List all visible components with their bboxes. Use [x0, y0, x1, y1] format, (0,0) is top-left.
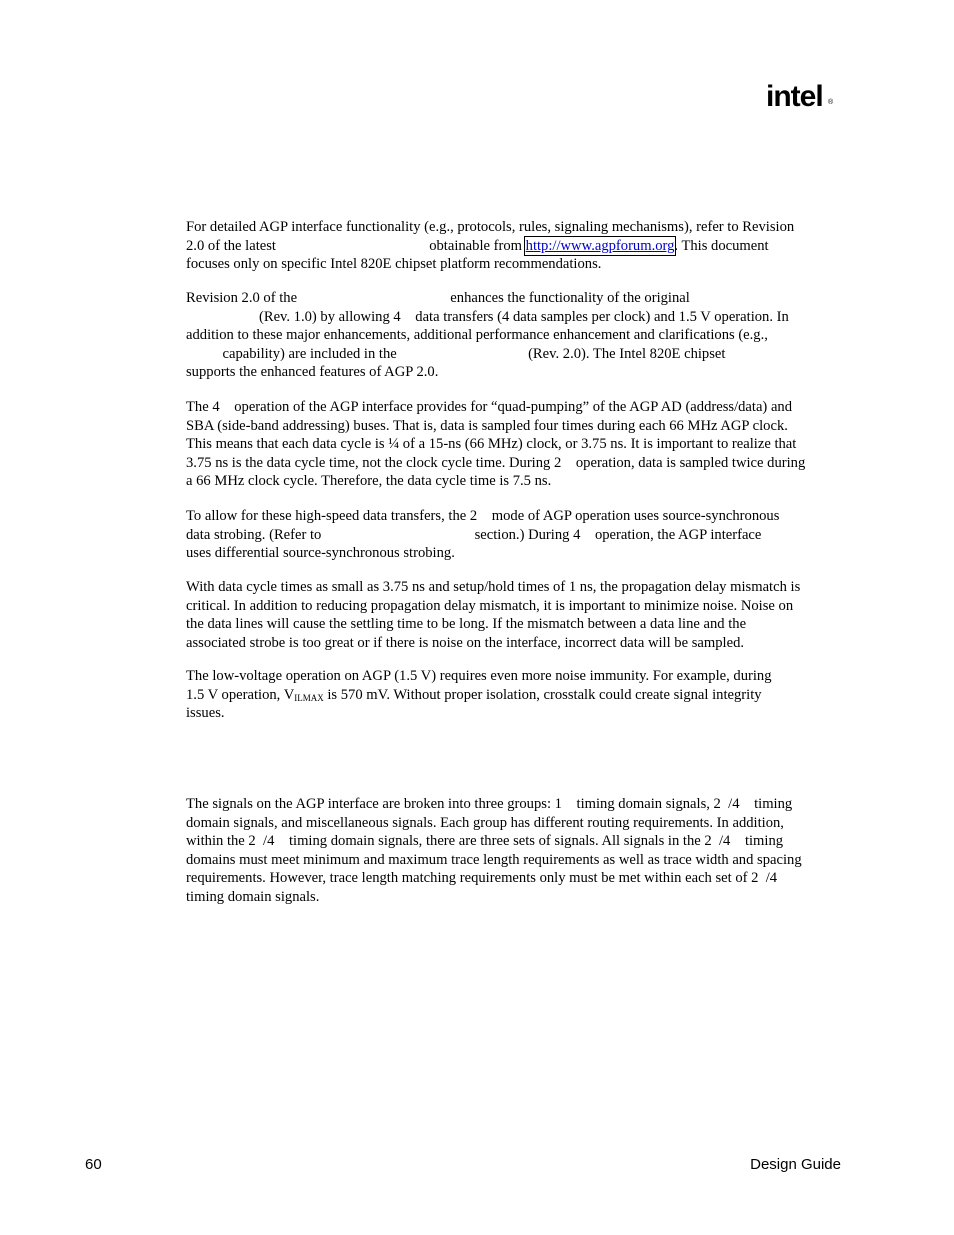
paragraph-signal-groups [186, 795, 846, 907]
text-line: data strobing. (Refer to section.) During 4 operation, the AGP interface [186, 526, 762, 543]
registered-mark: ® [828, 99, 834, 106]
text-line: For detailed AGP interface functionality (e.g., protocols, rules, signaling mechanisms), refer to Revision [186, 219, 795, 235]
intel-logo-text: intel [766, 80, 823, 113]
vilmax-subscript: ILMAX [294, 692, 324, 703]
text-line: associated strobe is too great or if there is noise on the interface, incorrect data will be sampled. [186, 634, 745, 651]
paragraph-propagation-delay [186, 578, 846, 652]
text-line: (Rev. 1.0) by allowing 4 data transfers (4 data samples per clock) and 1.5 V operation. In [186, 308, 789, 325]
text-line: The 4 operation of the AGP interface provides for “quad-pumping” of the AGP AD (address/data) and [186, 399, 793, 415]
paragraph-revision-2 [186, 289, 846, 382]
text-line: capability) are included in the (Rev. 2.0). The Intel 820E chipset [186, 345, 726, 362]
page-number: 60 [85, 1156, 102, 1173]
text-line: 3.75 ns is the data cycle time, not the clock cycle time. During 2 operation, data is sampled twice during [186, 454, 806, 471]
paragraph-quad-pumping [186, 398, 846, 491]
paragraph-strobing [186, 507, 846, 563]
text-line: within the 2 /4 timing domain signals, there are three sets of signals. All signals in the 2 /4 timing [186, 833, 784, 850]
text-line: a 66 MHz clock cycle. Therefore, the data cycle time is 7.5 ns. [186, 473, 552, 490]
text-line: requirements. However, trace length matching requirements only must be met within each set of 2 /4 [186, 870, 778, 887]
text-line: This means that each data cycle is ¼ of a 15-ns (66 MHz) clock, or 3.75 ns. It is important to realize that [186, 436, 797, 453]
text-line: addition to these major enhancements, additional performance enhancement and clarifications (e.g., [186, 327, 768, 344]
text-line: Revision 2.0 of the enhances the functionality of the original [186, 290, 690, 306]
text-line: 2.0 of the latest obtainable from http://www.agpforum.org. This document [186, 237, 769, 254]
text-line: uses differential source-synchronous strobing. [186, 545, 455, 562]
paragraph-agp-reference [186, 218, 846, 274]
text-line: 1.5 V operation, $V_{ILMAX}$ is 570 mV. Without proper isolation, crosstalk could create signal integrity [186, 686, 762, 703]
text-line: domain signals, and miscellaneous signals. Each group has different routing requirements. In addition, [186, 814, 784, 831]
document-title: Design Guide [750, 1156, 841, 1173]
text-line: domains must meet minimum and maximum trace length requirements as well as trace width and spacing [186, 851, 802, 868]
text-line: supports the enhanced features of AGP 2.0. [186, 364, 439, 381]
intel-logo [766, 76, 836, 116]
text-line: The signals on the AGP interface are broken into three groups: 1 timing domain signals, 2 /4 timing [186, 796, 793, 812]
text-line: focuses only on specific Intel 820E chipset platform recommendations. [186, 256, 602, 273]
agpforum-link[interactable]: http://www.agpforum.org [525, 237, 675, 254]
text-line: SBA (side-band addressing) buses. That is, data is sampled four times during each 66 MHz AGP clock. [186, 417, 788, 434]
text-line: critical. In addition to reducing propagation delay mismatch, it is important to minimize noise. Noise on [186, 597, 794, 614]
paragraph-low-voltage [186, 667, 846, 723]
text-line: To allow for these high-speed data transfers, the 2 mode of AGP operation uses source-synchronous [186, 508, 780, 524]
text-line: timing domain signals. [186, 888, 320, 905]
text-line: With data cycle times as small as 3.75 ns and setup/hold times of 1 ns, the propagation delay mismatch is [186, 579, 801, 595]
text-line: issues. [186, 705, 225, 722]
text-line: The low-voltage operation on AGP (1.5 V) requires even more noise immunity. For example, during [186, 668, 772, 684]
text-line: the data lines will cause the settling time to be long. If the mismatch between a data line and the [186, 616, 747, 633]
